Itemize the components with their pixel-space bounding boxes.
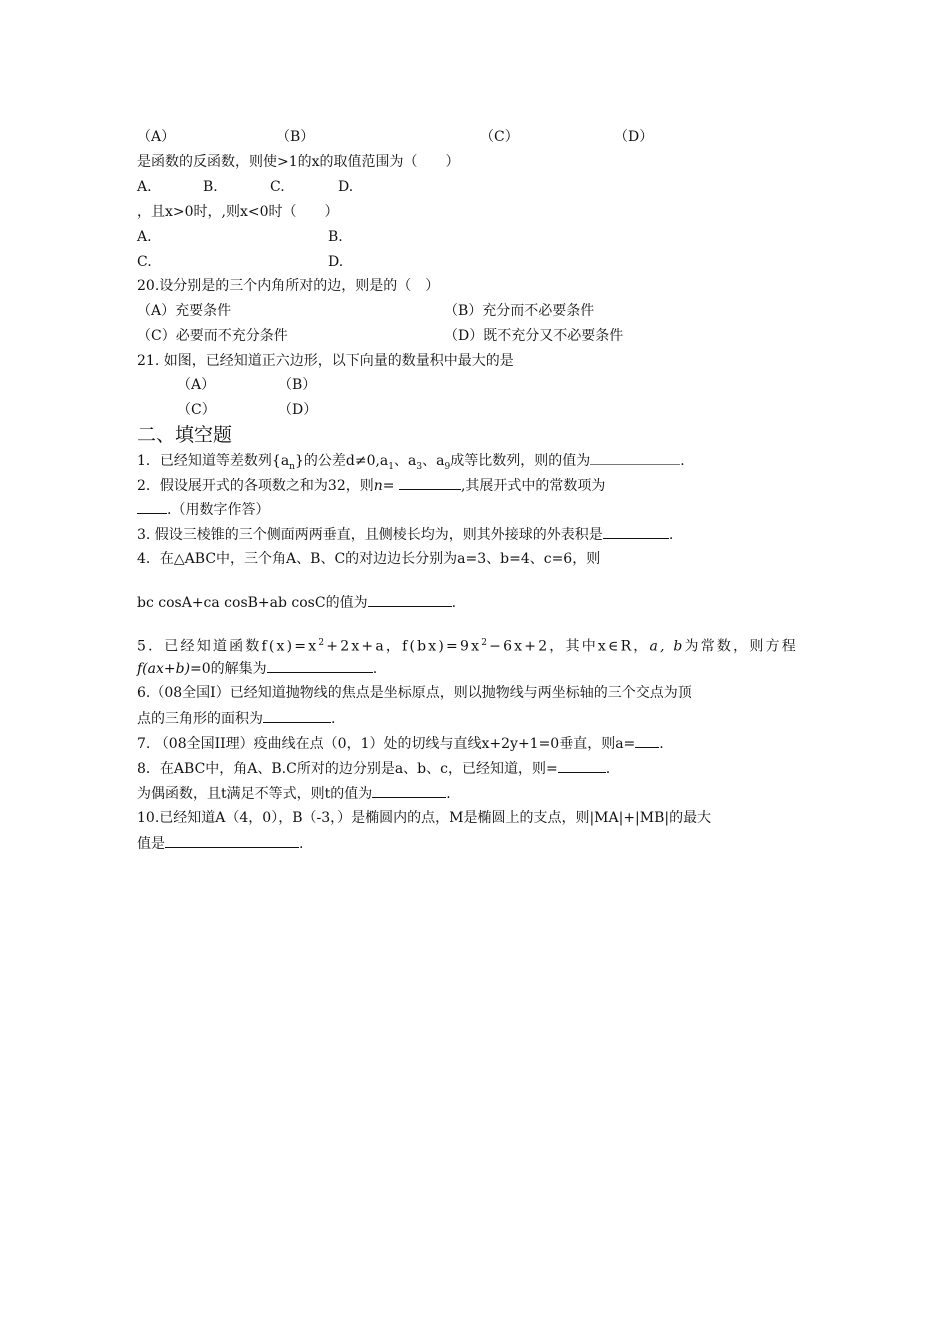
option-d: （D）既不充分又不必要条件 (444, 328, 624, 344)
answer-blank[interactable] (635, 733, 659, 748)
question-21-text: 21. 如图，已经知道正六边形，以下向量的数量积中最大的是 (137, 353, 514, 369)
option-c: （C）必要而不充分条件 (137, 328, 288, 344)
answer-blank[interactable] (165, 833, 299, 848)
text: 值是 (137, 836, 165, 852)
answer-blank[interactable] (267, 658, 373, 673)
text: 7. （08全国II理）疫曲线在点（0，1）处的切线与直线x+2y+1=0垂直，则a= (137, 736, 636, 752)
subscript: 3 (416, 461, 423, 472)
option-b: （B）充分而不必要条件 (444, 303, 595, 319)
option-a: （A） (177, 377, 216, 393)
option-b: （B） (276, 129, 315, 145)
text: . (299, 836, 304, 852)
text: }的公差d≠0,a (294, 453, 389, 469)
option-d: （D） (278, 402, 318, 418)
text: . (680, 453, 685, 469)
text: +2x+a，f(bx)=9x (326, 638, 482, 655)
answer-blank[interactable] (372, 783, 446, 798)
text: .（用数字作答） (167, 502, 270, 518)
option-d: D. (338, 179, 354, 195)
fill-question-1 (137, 450, 685, 477)
text: . (372, 661, 378, 677)
fill-question-2 (137, 475, 605, 496)
option-d: D. (328, 254, 344, 270)
option-a: A. (137, 229, 152, 245)
question-20-text: 20.设分别是的三个内角所对的边，则是的（ ） (137, 278, 440, 294)
subscript: n (289, 461, 295, 472)
variables-ab: a, b (649, 638, 685, 655)
text: 为偶函数，且t满足不等式，则t的值为 (137, 786, 373, 802)
section-heading: 二、填空题 (137, 424, 233, 446)
option-a: （A）充要条件 (137, 303, 232, 319)
text: 2．假设展开式的各项数之和为32，则 (137, 478, 374, 494)
option-a: A. (137, 179, 152, 195)
fill-question-8 (137, 758, 610, 779)
question-x0-text: ，且x>0时，,则x<0时（ ） (137, 204, 339, 220)
option-a: （A） (137, 129, 176, 145)
text: ,其展开式中的常数项为 (460, 478, 606, 494)
text: 、a (394, 453, 417, 469)
text: −6x+2，其中x∈R， (489, 638, 650, 655)
option-b: （B） (278, 377, 317, 393)
fill-question-4-cont (137, 592, 456, 613)
option-c: C. (137, 254, 152, 270)
variable-n: n (373, 478, 383, 494)
text: . (331, 711, 336, 727)
option-b: B. (203, 179, 218, 195)
text: 8．在ABC中，角A、B.C所对的边分别是a、b、c，已经知道，则= (137, 761, 558, 777)
fill-question-5-cont (137, 658, 377, 679)
text: . (659, 736, 664, 752)
text: 1．已经知道等差数列{a (137, 453, 290, 469)
text: =0的解集为 (190, 661, 267, 677)
answer-blank[interactable] (603, 524, 669, 539)
question-inverse-text: 是函数的反函数，则使>1的x的取值范围为（ ） (137, 154, 460, 170)
option-b: B. (328, 229, 343, 245)
text: 为常数，则方程 (684, 638, 798, 655)
option-d: （D） (614, 129, 654, 145)
text: . (446, 786, 451, 802)
subscript: 1 (388, 461, 395, 472)
answer-blank[interactable] (263, 708, 331, 723)
fill-question-5 (137, 633, 798, 657)
answer-blank[interactable] (399, 475, 461, 490)
text: 、a (422, 453, 445, 469)
fill-question-6: 6.（08全国Ⅰ）已经知道抛物线的焦点是坐标原点，则以抛物线与两坐标轴的三个交点为顶 (137, 685, 692, 701)
option-c: （C） (480, 129, 519, 145)
answer-blank[interactable] (590, 450, 680, 465)
text: 5．已经知道函数f(x)=x (137, 638, 319, 655)
text: 3. 假设三棱锥的三个侧面两两垂直，且侧棱长均为，则其外接球的外表积是 (137, 527, 603, 543)
text: 成等比数列，则的值为 (450, 453, 591, 469)
superscript: 2 (481, 638, 490, 648)
text: . (451, 595, 457, 611)
fill-question-3 (137, 524, 673, 545)
answer-blank[interactable] (368, 592, 452, 607)
text: . (668, 527, 674, 543)
option-c: C. (270, 179, 285, 195)
fill-question-7 (137, 733, 664, 754)
fill-question-4: 4．在△ABC中，三个角A、B、C的对边边长分别为a=3、b=4、c=6，则 (137, 551, 601, 567)
text: bc cosA+ca cosB+ab cosC的值为 (137, 595, 368, 611)
answer-blank[interactable] (558, 758, 606, 773)
expression: f(ax+b) (137, 661, 191, 677)
text: 点的三角形的面积为 (137, 711, 263, 727)
option-c: （C） (177, 402, 216, 418)
text: = (382, 478, 399, 494)
fill-question-10-cont (137, 833, 303, 854)
superscript: 2 (318, 638, 327, 648)
fill-question-9 (137, 783, 451, 804)
fill-question-2-cont (137, 499, 269, 520)
fill-question-10: 10.已经知道A（4，0），B（-3，）是椭圆内的点，M是椭圆上的支点，则|MA|+|MB|的最大 (137, 810, 712, 826)
fill-question-6-cont (137, 708, 335, 729)
subscript: 9 (444, 461, 451, 472)
answer-blank[interactable] (137, 499, 167, 514)
text: . (605, 761, 611, 777)
